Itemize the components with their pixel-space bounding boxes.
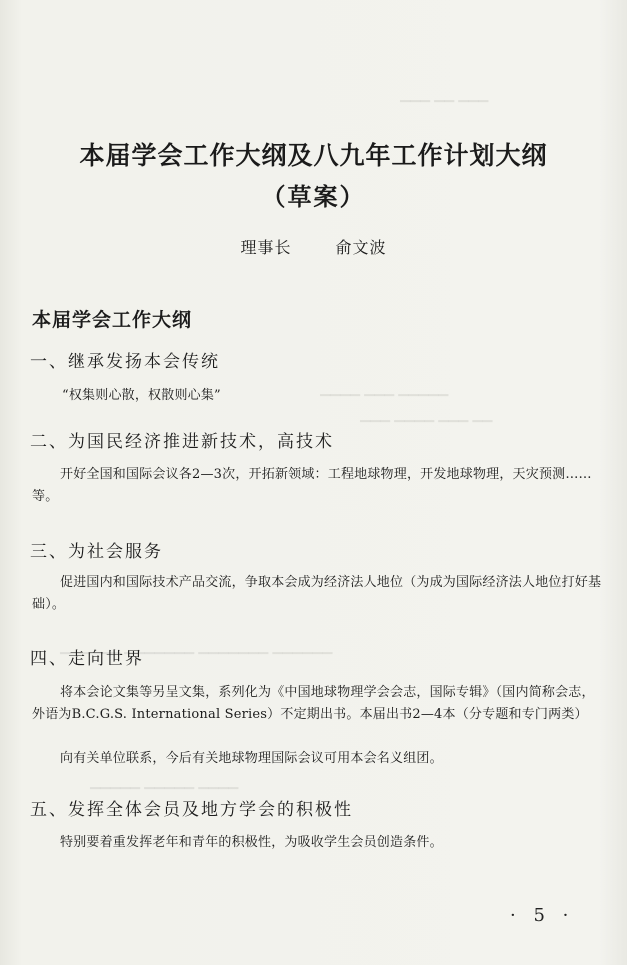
item-heading-4: 四、走向世界 [30,649,144,669]
item-body-4a: 将本会论文集等另呈文集，系列化为《中国地球物理学会会志，国际专辑》（国内简称会志，外语为B.C.G.S. International Series）不定期出书。本届出书2—4本（分专题和专门两类） [32,685,595,722]
item-heading-5: 五、发挥全体会员及地方学会的积极性 [30,800,353,820]
item-heading-1: 一、继承发扬本会传统 [30,352,220,372]
item-body-4b: 向有关单位联系，今后有关地球物理国际会议可用本会名义组团。 [60,751,443,766]
item-body-1: “权集则心散，权散则心集” [62,388,221,403]
item-heading-3: 三、为社会服务 [30,542,163,562]
show-through-texture: ▁▁▁▁▁▁ ▁▁▁▁▁▁▁ ▁▁▁▁▁▁▁ ▁▁▁▁▁▁ [60,640,333,655]
author-line [0,235,627,258]
document-subtitle: （草案） [261,182,366,211]
author-name: 俞文波 [335,238,387,257]
item-body-2: 开好全国和国际会议各2—3次，开拓新领域：工程地球物理，开发地球物理，天灾预测……等。 [32,467,592,504]
item-heading-2: 二、为国民经济推进新技术，高技术 [30,432,334,452]
item-body-5: 特别要着重发挥老年和青年的积极性，为吸收学生会员创造条件。 [60,835,443,850]
author-role: 理事长 [240,238,292,257]
show-through-texture: ▁▁▁▁ ▁▁▁ ▁▁▁▁▁ [320,382,449,397]
item-body-3: 促进国内和国际技术产品交流，争取本会成为经济法人地位（为成为国际经济法人地位打好基础）。 [32,575,602,612]
show-through-texture: ▁▁▁ ▁▁▁▁ ▁▁▁ ▁▁ [360,408,493,423]
section-title: 本届学会工作大纲 [32,309,193,331]
document-title: 本届学会工作大纲及八九年工作计划大纲 [79,141,548,170]
show-through-texture: ▁▁▁ ▁▁ ▁▁▁ [400,88,489,103]
show-through-texture: ▁▁▁▁▁ ▁▁▁▁▁ ▁▁▁▁ [90,775,239,790]
page-number: · 5 · [510,905,575,926]
